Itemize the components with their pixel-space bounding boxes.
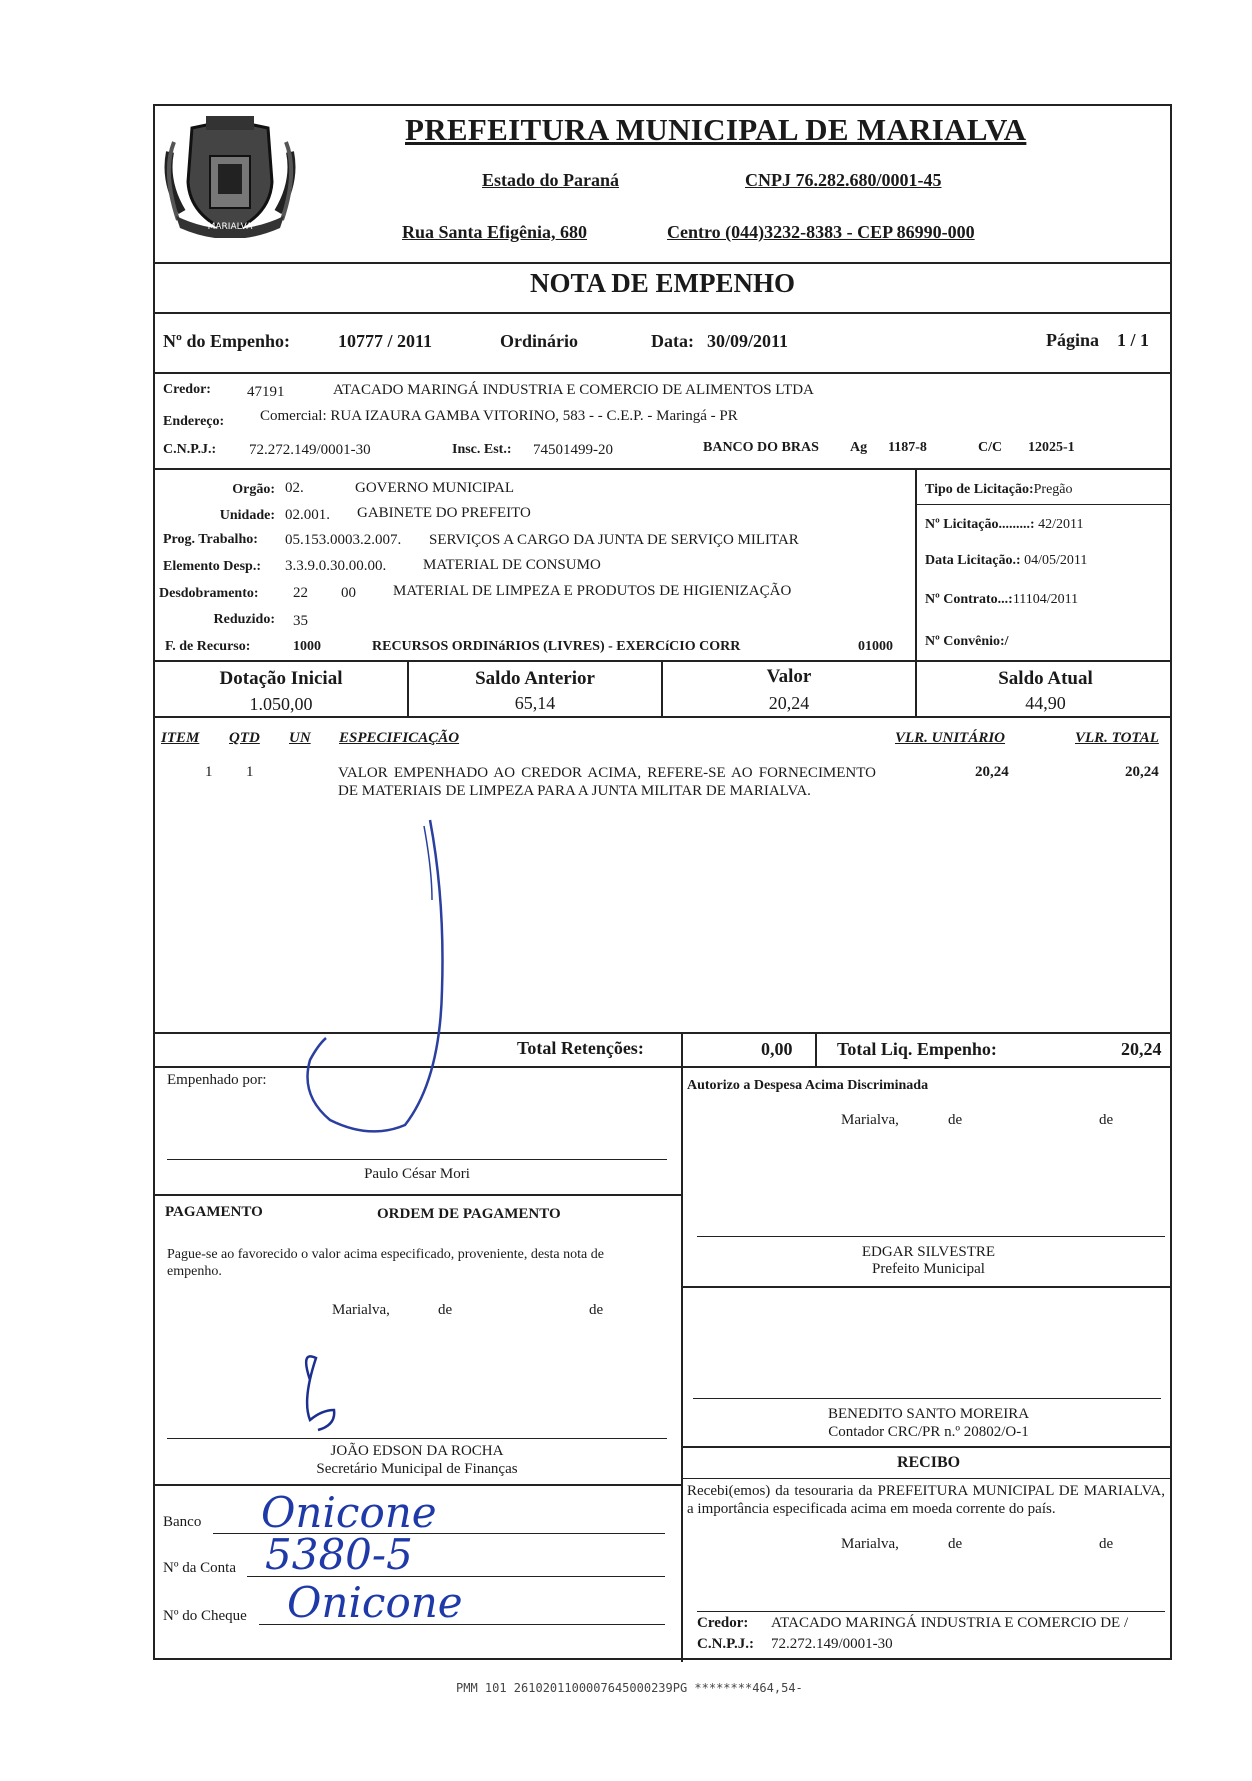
contador-name: BENEDITO SANTO MOREIRA <box>827 1406 1030 1422</box>
prog-trabalho-label: Prog. Trabalho: <box>163 532 258 547</box>
col-qtd-header: QTD <box>229 730 260 746</box>
municipality-title: PREFEITURA MUNICIPAL DE MARIALVA <box>405 112 1027 147</box>
prog-trabalho-code: 05.153.0003.2.007. <box>285 532 402 548</box>
saldo-atual-value: 44,90 <box>1025 693 1066 713</box>
empenho-type: Ordinário <box>500 331 579 351</box>
valor-label: Valor <box>766 666 812 687</box>
autorizo-place: Marialva, <box>841 1112 899 1128</box>
item-qtd: 1 <box>246 764 254 780</box>
convenio-label: Nº Convênio:/ <box>925 634 1009 649</box>
reduzido-value: 35 <box>293 613 308 629</box>
page-label: Página <box>1046 330 1100 350</box>
account-number: 12025-1 <box>1028 440 1075 455</box>
contador-title: Contador CRC/PR n.º 20802/O-1 <box>828 1424 1029 1440</box>
state-name: Estado do Paraná <box>482 170 620 190</box>
recurso-code: 1000 <box>293 639 321 654</box>
orgao-code: 02. <box>285 480 304 496</box>
conta-label: Nº da Conta <box>163 1560 236 1576</box>
empenho-date: 30/09/2011 <box>707 331 789 351</box>
liq-empenho-label: Total Liq. Empenho: <box>837 1039 997 1059</box>
secretario-title: Secretário Municipal de Finanças <box>316 1461 518 1477</box>
desdobramento-code2: 00 <box>341 585 356 601</box>
svg-text:MARIALVA: MARIALVA <box>207 222 253 232</box>
item-total-value: 20,24 <box>1125 764 1159 780</box>
pagamento-label: PAGAMENTO <box>165 1204 263 1220</box>
saldo-atual-label: Saldo Atual <box>998 668 1093 689</box>
retencoes-value: 0,00 <box>761 1039 793 1059</box>
coat-of-arms-icon <box>160 112 300 238</box>
recurso-label: F. de Recurso: <box>165 639 251 654</box>
retencoes-label: Total Retenções: <box>517 1038 644 1058</box>
item-specification: VALOR EMPENHADO AO CREDOR ACIMA, REFERE-SE AO FORNECIMENTO DE MATERIAIS DE LIMPEZA PARA A JUNTA MILITAR DE MARIALVA. <box>338 765 876 799</box>
contrato-number: Nº Contrato...:11104/2011 <box>925 592 1079 607</box>
handwritten-conta: 5380-5 <box>265 1530 413 1579</box>
cheque-label: Nº do Cheque <box>163 1608 247 1624</box>
autorizo-de-2: de <box>1099 1112 1114 1128</box>
empenhado-por-label: Empenhado por: <box>167 1072 267 1088</box>
credor-address: Comercial: RUA IZAURA GAMBA VITORINO, 583 - - C.E.P. - Maringá - PR <box>260 408 738 424</box>
insc-est-label: Insc. Est.: <box>452 442 512 457</box>
page-number: 1 / 1 <box>1117 330 1150 350</box>
credor-cnpj-label: C.N.P.J.: <box>163 442 217 457</box>
prefeito-title: Prefeito Municipal <box>872 1261 985 1277</box>
elemento-code: 3.3.9.0.30.00.00. <box>285 558 387 574</box>
agency-label: Ag <box>850 440 868 455</box>
recibo-cnpj-label: C.N.P.J.: <box>697 1636 754 1652</box>
prefeito-name: EDGAR SILVESTRE <box>861 1244 996 1260</box>
municipality-cnpj: CNPJ 76.282.680/0001-45 <box>745 170 942 190</box>
recibo-de-1: de <box>948 1536 963 1552</box>
insc-est-value: 74501499-20 <box>533 442 613 458</box>
reduzido-label: Reduzido: <box>213 612 275 627</box>
ordem-pagamento-label: ORDEM DE PAGAMENTO <box>377 1206 561 1222</box>
elemento-label: Elemento Desp.: <box>163 559 261 574</box>
dotacao-value: 1.050,00 <box>249 694 313 714</box>
liq-empenho-value: 20,24 <box>1121 1039 1162 1059</box>
col-total-header: VLR. TOTAL <box>1075 730 1159 746</box>
account-label: C/C <box>978 440 1003 455</box>
pagamento-de-1: de <box>438 1302 453 1318</box>
empenho-date-label: Data: <box>651 331 694 351</box>
handwritten-cheque: Onicone <box>287 1578 463 1627</box>
recibo-label: RECIBO <box>896 1454 961 1471</box>
dotacao-label: Dotação Inicial <box>219 668 343 689</box>
recurso-number: 01000 <box>858 639 893 654</box>
desdobramento-code: 22 <box>293 585 308 601</box>
col-spec-header: ESPECIFICAÇÃO <box>339 730 460 746</box>
col-item-header: ITEM <box>161 730 200 746</box>
document-title: NOTA DE EMPENHO <box>529 268 796 298</box>
recibo-cnpj-value: 72.272.149/0001-30 <box>771 1636 893 1652</box>
recibo-text: Recebi(emos) da tesouraria da PREFEITURA MUNICIPAL DE MARIALVA, a importância especificada acima em moeda corrente do país. <box>687 1483 1165 1517</box>
autorizo-text: Autorizo a Despesa Acima Discriminada <box>687 1078 929 1093</box>
tipo-licitacao: Tipo de Licitação:Pregão <box>925 482 1073 497</box>
valor-value: 20,24 <box>768 693 810 713</box>
document-sheet <box>153 104 1172 1660</box>
endereco-label: Endereço: <box>163 414 225 429</box>
secretario-name: JOÃO EDSON DA ROCHA <box>330 1443 504 1459</box>
unidade-code: 02.001. <box>285 507 330 523</box>
recibo-place: Marialva, <box>841 1536 899 1552</box>
empenho-number-label: Nº do Empenho: <box>163 331 290 351</box>
recibo-credor-name: ATACADO MARINGÁ INDUSTRIA E COMERCIO DE / <box>771 1615 1129 1631</box>
unidade-label: Unidade: <box>219 508 275 523</box>
pagamento-de-2: de <box>589 1302 604 1318</box>
recibo-de-2: de <box>1099 1536 1114 1552</box>
licitacao-date: Data Licitação.: 04/05/2011 <box>925 553 1088 568</box>
saldo-anterior-label: Saldo Anterior <box>475 668 595 689</box>
footer-code: PMM 101 2610201100007645000239PG ********464,54- <box>456 1681 803 1695</box>
pague-se-text: Pague-se ao favorecido o valor acima especificado, proveniente, desta nota de empenho. <box>167 1247 604 1279</box>
bank-name: BANCO DO BRAS <box>703 440 819 455</box>
autorizo-de-1: de <box>948 1112 963 1128</box>
municipality-contact: Centro (044)3232-8383 - CEP 86990-000 <box>667 222 975 242</box>
elemento-name: MATERIAL DE CONSUMO <box>423 557 601 573</box>
item-number: 1 <box>205 764 213 780</box>
col-un-header: UN <box>289 730 311 746</box>
banco-label: Banco <box>163 1514 202 1530</box>
prog-trabalho-name: SERVIÇOS A CARGO DA JUNTA DE SERVIÇO MILITAR <box>429 532 799 548</box>
licitacao-number: Nº Licitação.........: 42/2011 <box>925 517 1084 532</box>
item-unit-value: 20,24 <box>975 764 1009 780</box>
credor-label: Credor: <box>163 382 211 397</box>
agency-number: 1187-8 <box>888 440 927 455</box>
orgao-label: Orgão: <box>232 482 275 497</box>
credor-code: 47191 <box>247 384 285 400</box>
saldo-anterior-value: 65,14 <box>514 693 556 713</box>
credor-cnpj: 72.272.149/0001-30 <box>249 442 371 458</box>
municipality-address: Rua Santa Efigênia, 680 <box>402 222 588 242</box>
credor-name: ATACADO MARINGÁ INDUSTRIA E COMERCIO DE ALIMENTOS LTDA <box>333 382 814 398</box>
recibo-credor-label: Credor: <box>697 1615 749 1631</box>
pagamento-place: Marialva, <box>332 1302 390 1318</box>
orgao-name: GOVERNO MUNICIPAL <box>355 480 515 496</box>
unidade-name: GABINETE DO PREFEITO <box>357 505 531 521</box>
desdobramento-label: Desdobramento: <box>159 586 259 601</box>
empenhado-por-name: Paulo César Mori <box>364 1166 470 1182</box>
col-unit-header: VLR. UNITÁRIO <box>895 730 1006 746</box>
recurso-name: RECURSOS ORDINáRIOS (LIVRES) - EXERCíCIO CORR <box>372 639 741 654</box>
desdobramento-name: MATERIAL DE LIMPEZA E PRODUTOS DE HIGIENIZAÇÃO <box>393 583 792 599</box>
empenho-number: 10777 / 2011 <box>338 331 433 351</box>
handwritten-banco: Onicone <box>261 1488 437 1537</box>
